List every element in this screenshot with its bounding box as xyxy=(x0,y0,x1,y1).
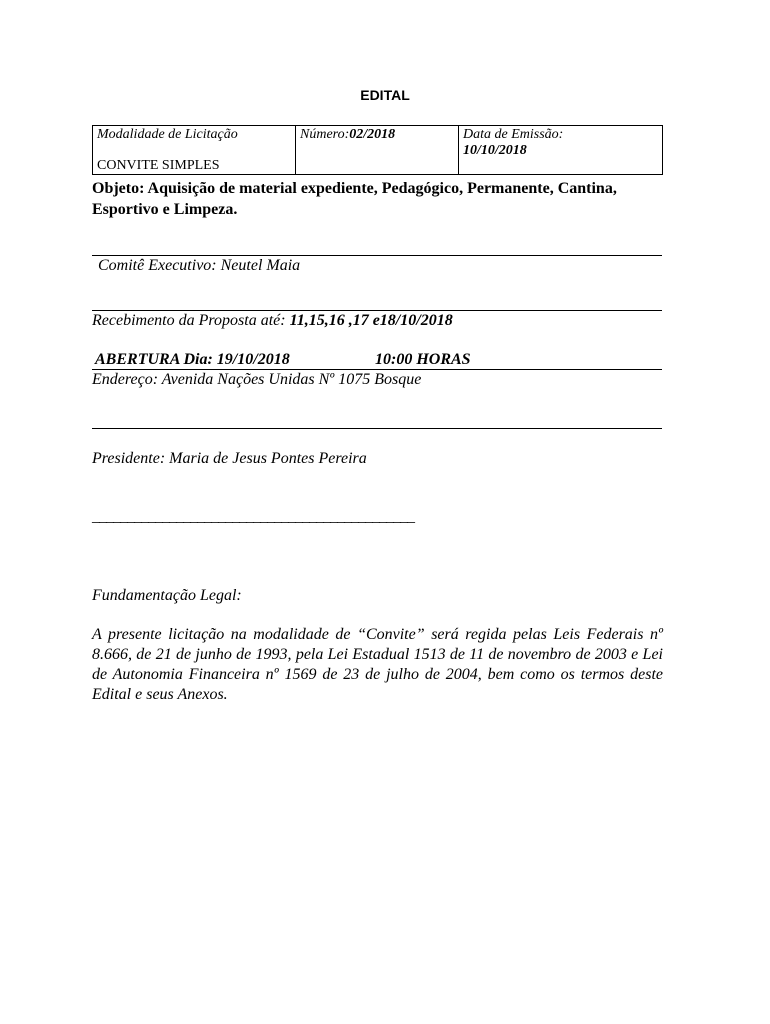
abertura-time: 10:00 HORAS xyxy=(375,351,471,368)
fundamentacao-label: Fundamentação Legal: xyxy=(92,587,242,604)
document-title: EDITAL xyxy=(360,87,410,103)
recebimento-text xyxy=(92,312,453,330)
modality-cell xyxy=(93,126,296,174)
fundamentacao-paragraph: A presente licitação na modalidade de “Convite” será regida pelas Leis Federais nº 8.666, de 21 de junho de 1993, pela Lei Estadual 1513 de 11 de novembro de 2003 e Lei de Autonomia Financeira nº 1569 de 23 de julho de 2004, bem como os termos deste Edital e seus Anexos. xyxy=(92,626,663,703)
recebimento-value: 11,15,16 ,17 e18/10/2018 xyxy=(289,312,453,329)
endereco-text: Endereço: Avenida Nações Unidas Nº 1075 Bosque xyxy=(92,371,422,388)
modality-value: CONVITE SIMPLES xyxy=(97,158,220,173)
abertura-date: ABERTURA Dia: 19/10/2018 xyxy=(95,351,290,368)
number-label: Número: xyxy=(300,127,350,142)
abertura-line xyxy=(92,350,662,370)
signature-line: ______________________________________________ xyxy=(92,508,414,525)
modality-label: Modalidade de Licitação xyxy=(97,127,238,142)
objeto-text: Objeto: Aquisição de material expediente, Pedagógico, Permanente, Cantina, Esportivo e Limpeza. xyxy=(92,180,617,218)
date-cell xyxy=(459,126,662,174)
presidente-text: Presidente: Maria de Jesus Pontes Pereira xyxy=(92,450,367,467)
date-label: Data de Emissão: xyxy=(463,127,564,142)
date-value: 10/10/2018 xyxy=(463,143,527,158)
number-cell xyxy=(296,126,459,174)
info-table xyxy=(92,125,663,175)
divider xyxy=(92,428,662,429)
number-value: 02/2018 xyxy=(349,127,396,142)
recebimento-label: Recebimento da Proposta até: xyxy=(92,312,290,329)
divider xyxy=(92,255,662,256)
divider xyxy=(92,310,662,311)
comite-text: Comitê Executivo: Neutel Maia xyxy=(98,257,301,274)
